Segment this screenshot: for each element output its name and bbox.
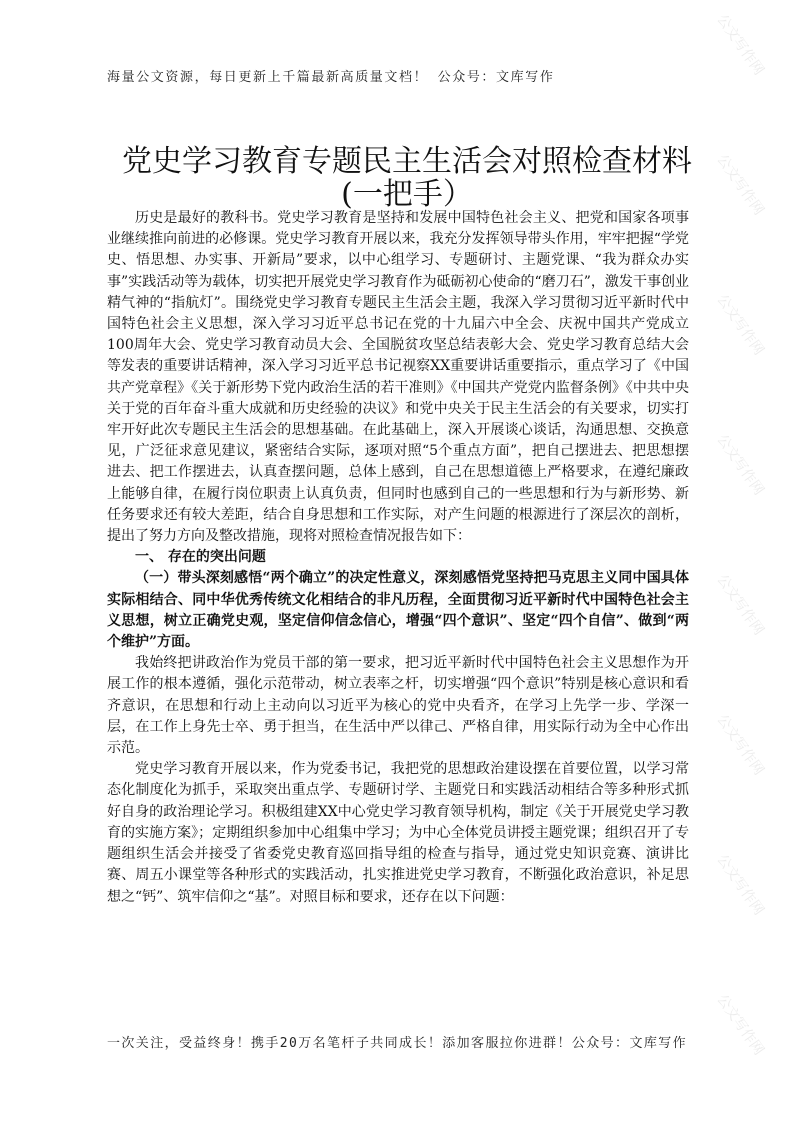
watermark-text: 公文写作网 xyxy=(713,991,767,1059)
watermark-text: 公文写作网 xyxy=(713,851,767,919)
subsection-heading: （一）带头深刻感悟“两个确立”的决定性意义，深刻感悟党坚持把马克思主义同中国具体实际相结合、同中华优秀传统文化相结合的非凡历程，全面贯彻习近平新时代中国特色社会主义思想，树立正确党史观，坚定信仰信念信心，增强“四个意识”、坚定“四个自信”、做到“两个维护”方面。 xyxy=(107,570,689,651)
section-heading: 一、 存在的突出问题 xyxy=(135,549,266,566)
watermark-text: 公文写作网 xyxy=(713,431,767,499)
body-paragraph: 我始终把讲政治作为党员干部的第一要求，把习近平新时代中国特色社会主义思想作为开展工作的根本遵循，强化示范带动，树立表率之杆，切实增强“四个意识”特别是核心意识和看齐意识，在思想和行动上主动向以习近平为核心的党中央看齐，在学习上先学一步、学深一层，在工作上身先士卒、勇于担当，在生活中严以律己、严格自律，用实际行动为全中心作出示范。 xyxy=(107,655,689,757)
body-paragraph: 党史学习教育开展以来，作为党委书记，我把党的思想政治建设摆在首要位置，以学习常态化制度化为抓手，采取突出重点学、专题研讨学、主题党日和实践活动相结合等多种形式抓好自身的政治理论学习。积极组建XX中心党史学习教育领导机构，制定《关于开展党史学习教育的实施方案》；定期组织参加中心组集中学习；为中心全体党员讲授主题党课；组织召开了专题组织生活会并接受了省委党史教育巡回指导组的检查与指导，通过党史知识竞赛、演讲比赛、周五小课堂等各种形式的实践活动，扎实推进党史学习教育，不断强化政治意识，补足思想之“钙”、筑牢信仰之“基”。对照目标和要求，还存在以下问题： xyxy=(107,761,689,905)
page-footer: 一次关注，受益终身！携手20万名笔杆子共同成长！添加客服拉你进群！公众号：文库写作 xyxy=(107,1036,688,1051)
document-subtitle: (一把手） xyxy=(341,177,473,212)
watermark-text: 公文写作网 xyxy=(713,11,767,79)
document-body xyxy=(107,208,689,908)
intro-paragraph: 历史是最好的教科书。党史学习教育是坚持和发展中国特色社会主义、把党和国家各项事业继续推向前进的必修课。党史学习教育开展以来，我充分发挥领导带头作用，牢牢把握“学党史、悟思想、办实事、开新局”要求，以中心组学习、专题研讨、主题党课、“我为群众办实事”实践活动等为载体，切实把开展党史学习教育作为砥砺初心使命的“磨刀石”，激发干事创业精气神的“指航灯”。围绕党史学习教育专题民主生活会主题，我深入学习贯彻习近平新时代中国特色社会主义思想，深入学习习近平总书记在党的十九届六中全会、庆祝中国共产党成立100周年大会、党史学习教育动员大会、全国脱贫攻坚总结表彰大会、党史学习教育总结大会等发表的重要讲话精神，深入学习习近平总书记视察XX重要讲话重要指示，重点学习了《中国共产党章程》《关于新形势下党内政治生活的若干准则》《中国共产党党内监督条例》《中共中央关于党的百年奋斗重大成就和历史经验的决议》和党中央关于民主生活会的有关要求，切实打牢开好此次专题民主生活会的思想基础。在此基础上，深入开展谈心谈话，沟通思想、交换意见，广泛征求意见建议，紧密结合实际，逐项对照“5个重点方面”，把自己摆进去、把思想摆进去、把工作摆进去，认真查摆问题，总体上感到，自己在思想道德上严格要求，在遵纪廉政上能够自律，在履行岗位职责上认真负责，但同时也感到自己的一些思想和行为与新形势、新任务要求还有较大差距，结合自身思想和工作实际，对产生问题的根源进行了深层次的剖析，提出了努力方向及整改措施，现将对照检查情况报告如下： xyxy=(107,210,689,545)
watermark-text: 公文写作网 xyxy=(713,291,767,359)
watermark-text: 公文写作网 xyxy=(713,571,767,639)
watermark-strip xyxy=(713,0,793,1122)
watermark-text: 公文写作网 xyxy=(713,151,767,219)
document-title: 党史学习教育专题民主生活会对照检查材料 xyxy=(122,144,692,179)
page-header: 海量公文资源，每日更新上千篇最新高质量文档！ 公众号：文库写作 xyxy=(107,70,555,85)
watermark-text: 公文写作网 xyxy=(713,711,767,779)
